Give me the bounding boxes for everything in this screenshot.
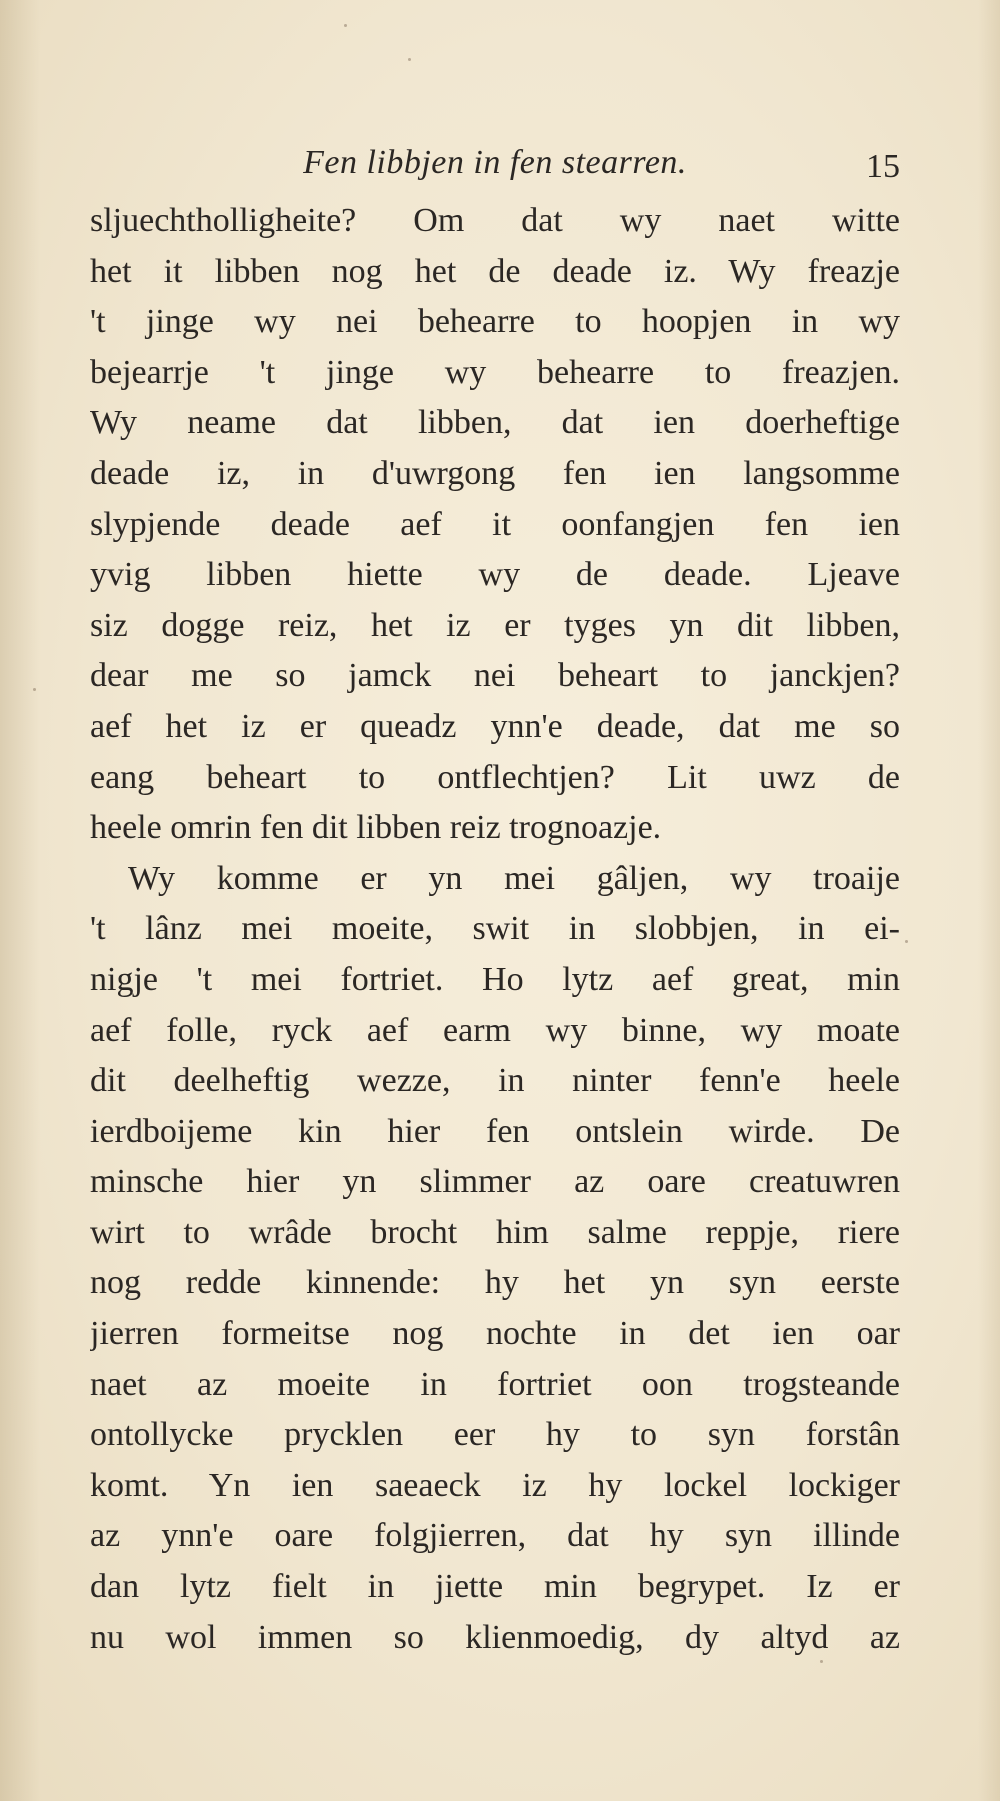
text-line: nog redde kinnende: hy het yn syn eerste xyxy=(90,1264,900,1302)
text-line: bejearrje 't jinge wy behearre to freazjen. xyxy=(90,353,900,391)
text-line: het it libben nog het de deade iz. Wy freazje xyxy=(90,252,900,290)
text-line: nigje 't mei fortriet. Ho lytz aef great, min xyxy=(90,960,900,998)
spine-shadow xyxy=(0,0,40,1801)
text-line: az ynn'e oare folgjierren, dat hy syn illinde xyxy=(90,1517,900,1555)
text-line: sljuechtholligheite? Om dat wy naet witte xyxy=(90,202,900,239)
text-line: 't lânz mei moeite, swit in slobbjen, in ei- xyxy=(90,910,900,948)
text-line: wirt to wrâde brocht him salme reppje, riere xyxy=(90,1213,900,1251)
text-line: ontollycke prycklen eer hy to syn forstân xyxy=(90,1416,900,1454)
text-line: dit deelheftig wezze, in ninter fenn'e heele xyxy=(90,1062,900,1100)
text-line: ierdboijeme kin hier fen ontslein wirde. De xyxy=(90,1112,900,1150)
text-line: komt. Yn ien saeaeck iz hy lockel lockiger xyxy=(90,1466,900,1504)
body-text xyxy=(90,196,900,1663)
text-line: aef folle, ryck aef earm wy binne, wy moate xyxy=(90,1011,900,1049)
text-line: aef het iz er queadz ynn'e deade, dat me so xyxy=(90,707,900,745)
text-line: slypjende deade aef it oonfangjen fen ien xyxy=(90,505,900,543)
paper-speck xyxy=(408,58,411,61)
text-line: 't jinge wy nei behearre to hoopjen in wy xyxy=(90,303,900,341)
running-title: Fen libbjen in fen stearren. xyxy=(303,144,687,181)
text-line: dan lytz fielt in jiette min begrypet. Iz er xyxy=(90,1568,900,1606)
page-edge-shadow xyxy=(978,0,1000,1801)
text-line: minsche hier yn slimmer az oare creatuwren xyxy=(90,1163,900,1201)
paper-speck xyxy=(905,940,908,943)
text-line: Wy neame dat libben, dat ien doerheftige xyxy=(90,404,900,442)
page-header xyxy=(90,138,900,188)
text-line: eang beheart to ontflechtjen? Lit uwz de xyxy=(90,758,900,796)
text-line: nu wol immen so klienmoedig, dy altyd az xyxy=(90,1618,900,1656)
text-line: yvig libben hiette wy de deade. Ljeave xyxy=(90,556,900,594)
text-line: naet az moeite in fortriet oon trogsteande xyxy=(90,1365,900,1403)
paper-speck xyxy=(344,24,347,27)
text-line: jierren formeitse nog nochte in det ien oar xyxy=(90,1315,900,1353)
text-line: dear me so jamck nei beheart to janckjen? xyxy=(90,657,900,695)
text-line: siz dogge reiz, het iz er tyges yn dit libben, xyxy=(90,606,900,644)
text-line: Wy komme er yn mei gâljen, wy troaije xyxy=(128,859,900,897)
text-line: heele omrin fen dit libben reiz trognoazje. xyxy=(90,809,662,847)
text-line: deade iz, in d'uwrgong fen ien langsomme xyxy=(90,454,900,492)
paper-speck xyxy=(33,688,36,691)
page-number: 15 xyxy=(866,148,900,185)
